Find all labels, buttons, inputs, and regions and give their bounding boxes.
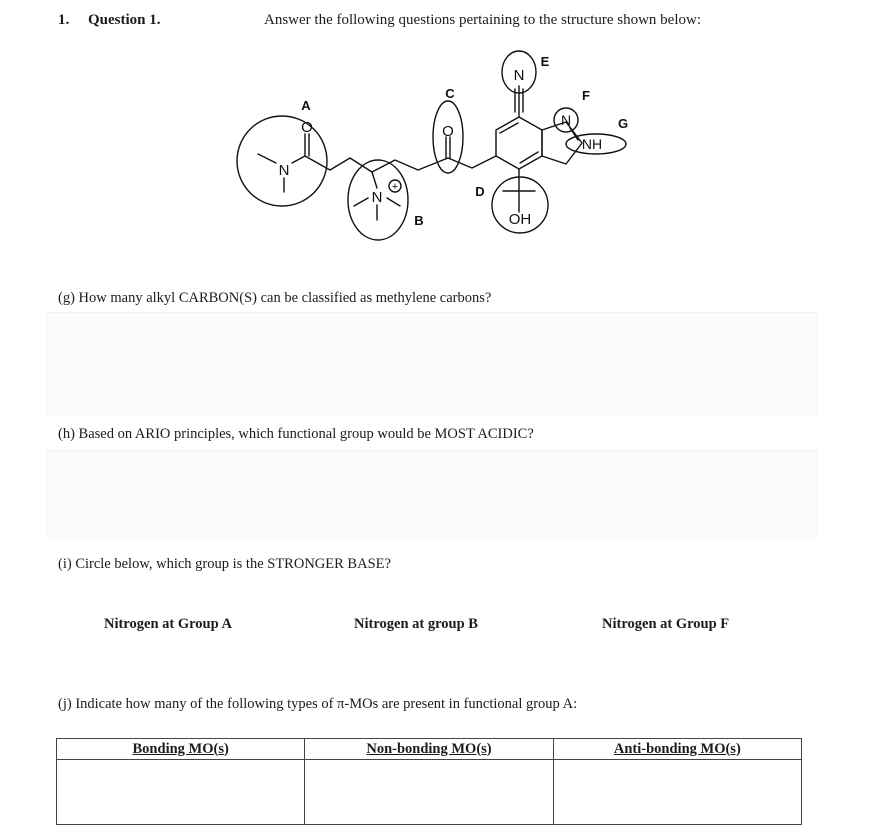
part-g-prompt (58, 290, 491, 307)
part-i-label: (i) (58, 556, 72, 572)
group-label-e: E (540, 54, 550, 69)
benzene-ring (496, 117, 542, 169)
positive-charge: + (391, 181, 399, 193)
part-g-answer-area[interactable] (46, 312, 818, 415)
part-g-text: How many alkyl CARBON(S) can be classified as methylene carbons? (78, 290, 492, 306)
atom-n-amide: N (278, 162, 290, 179)
group-label-g: G (617, 116, 629, 131)
part-j-prompt (58, 696, 577, 713)
mo-table-answer-row (57, 760, 802, 825)
part-j-text: Indicate how many of the following types of π-MOs are present in functional group A: (75, 696, 578, 712)
atom-nh-indole: NH (581, 136, 603, 152)
atom-n-nitrile: N (513, 67, 525, 84)
part-h-prompt (58, 426, 534, 443)
choice-group-a[interactable]: Nitrogen at Group A (104, 616, 232, 632)
question-intro: Answer the following questions pertaining to the structure shown below: (264, 12, 702, 28)
group-label-c: C (445, 86, 455, 101)
question-number: 1. (58, 12, 70, 28)
choice-group-b[interactable]: Nitrogen at group B (354, 616, 478, 632)
mo-answer-bonding[interactable] (57, 760, 305, 825)
part-g-label: (g) (58, 290, 75, 306)
bond (354, 198, 368, 206)
bond (520, 152, 538, 163)
bond (292, 156, 305, 163)
atom-n-indole: N (560, 112, 572, 128)
atom-n-ammonium: N (371, 189, 383, 206)
mo-answer-antibonding[interactable] (553, 760, 801, 825)
chemical-structure (0, 0, 888, 260)
group-label-b: B (414, 213, 424, 228)
part-i-prompt (58, 556, 391, 573)
pyrrole-ring (542, 122, 582, 164)
bond (500, 123, 518, 133)
mo-table (56, 738, 802, 825)
atom-o-ketone: O (442, 123, 454, 140)
mo-header-bonding: Bonding MO(s) (57, 739, 305, 760)
bond (372, 172, 377, 188)
group-label-f: F (582, 88, 590, 103)
choice-group-f[interactable]: Nitrogen at Group F (602, 616, 730, 632)
bond (258, 154, 276, 163)
atom-oh: OH (508, 211, 532, 228)
part-j-label: (j) (58, 696, 72, 712)
part-i-text: Circle below, which group is the STRONGER BASE? (75, 556, 391, 572)
mo-answer-nonbonding[interactable] (305, 760, 553, 825)
group-label-d: D (475, 184, 485, 199)
mo-table-header-row (57, 739, 802, 760)
mo-header-nonbonding: Non-bonding MO(s) (305, 739, 553, 760)
part-h-label: (h) (58, 426, 75, 442)
part-h-text: Based on ARIO principles, which functional group would be MOST ACIDIC? (78, 426, 534, 442)
question-title: Question 1. (88, 12, 161, 28)
bond-chain (305, 156, 372, 172)
atom-o-amide: O (301, 119, 313, 136)
mo-header-antibonding: Anti-bonding MO(s) (553, 739, 801, 760)
part-h-answer-area[interactable] (46, 450, 818, 541)
bond (387, 198, 400, 206)
group-label-a: A (301, 98, 311, 113)
